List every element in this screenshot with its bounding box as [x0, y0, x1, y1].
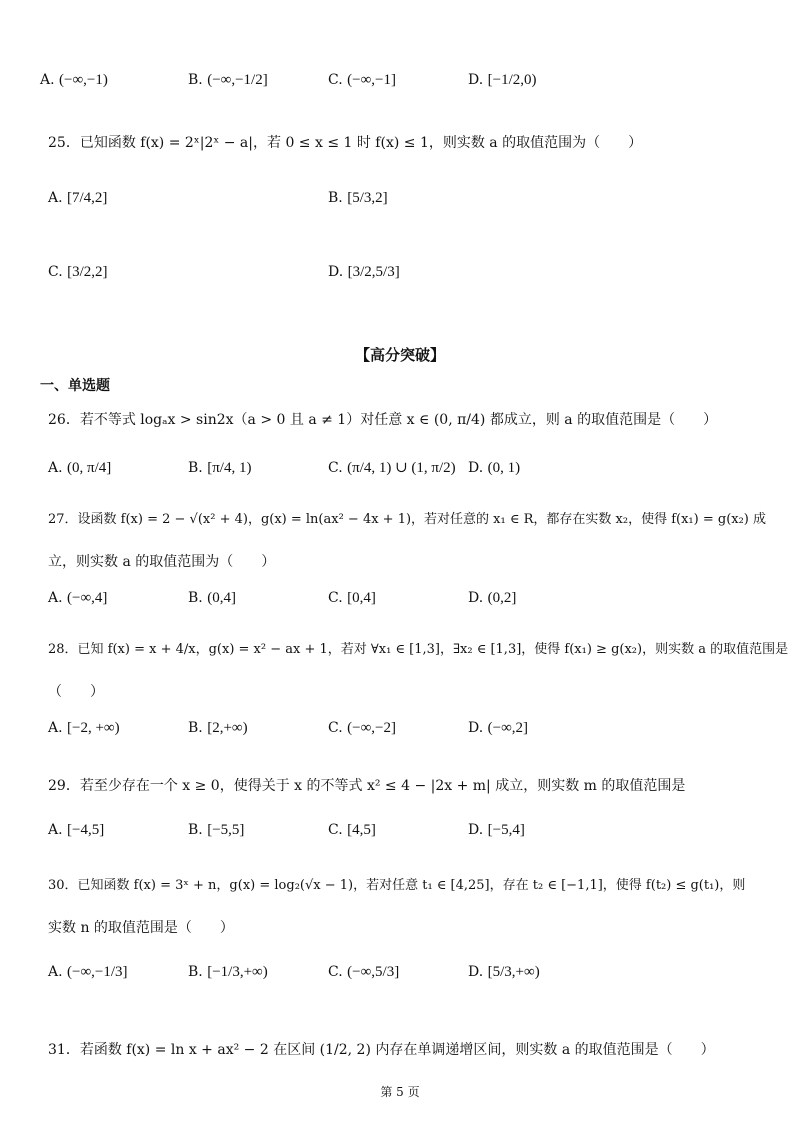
q25-option-a: A. [7/4,2]	[48, 190, 108, 206]
q26-option-c: C. (π/4, 1) ∪ (1, π/2)	[328, 460, 456, 476]
q25-option-d: D. [3/2,5/3]	[328, 264, 400, 280]
q26-stem: 26．若不等式 logₐx > sin2x（a > 0 且 a ≠ 1）对任意 x ∈ (0, π/4) 都成立，则 a 的取值范围是（ ）	[48, 412, 718, 428]
q27-option-d: D. (0,2]	[468, 590, 517, 606]
q26-option-d: D. (0, 1)	[468, 460, 521, 476]
q27-option-b: B. (0,4]	[188, 590, 236, 606]
q29-option-d: D. [−5,4]	[468, 822, 525, 838]
q28-option-a: A. [−2, +∞)	[48, 720, 120, 736]
page-number: 第 5 页	[380, 1085, 420, 1099]
q30-option-b: B. [−1/3,+∞)	[188, 964, 268, 980]
q24-option-c: C. (−∞,−1]	[328, 72, 396, 88]
q30-option-d: D. [5/3,+∞)	[468, 964, 540, 980]
q27-stem-line2: 立，则实数 a 的取值范围为（ ）	[48, 554, 276, 570]
q26-option-b: B. [π/4, 1)	[188, 460, 252, 476]
q30-stem-line1: 30．已知函数 f(x) = 3ˣ + n，g(x) = log₂(√x − 1)，若对任意 t₁ ∈ [4,25]，存在 t₂ ∈ [−1,1]，使得 f(t₂) ≤ g(t₁)，则	[48, 878, 746, 893]
q29-option-b: B. [−5,5]	[188, 822, 245, 838]
q27-option-c: C. [0,4]	[328, 590, 376, 606]
q25-stem: 25．已知函数 f(x) = 2ˣ|2ˣ − a|，若 0 ≤ x ≤ 1 时 f(x) ≤ 1，则实数 a 的取值范围为（ ）	[48, 135, 643, 151]
q29-option-c: C. [4,5]	[328, 822, 376, 838]
q24-option-b: B. (−∞,−1/2]	[188, 72, 268, 88]
q27-stem-line1: 27．设函数 f(x) = 2 − √(x² + 4)，g(x) = ln(ax² − 4x + 1)，若对任意的 x₁ ∈ R，都存在实数 x₂，使得 f(x₁) = g(x₂) 成	[48, 512, 767, 527]
q30-stem-line2: 实数 n 的取值范围是（ ）	[48, 920, 234, 936]
subsection-title: 一、单选题	[40, 378, 110, 394]
q24-option-d: D. [−1/2,0)	[468, 72, 537, 88]
q29-option-a: A. [−4,5]	[48, 822, 105, 838]
q24-option-a: A. (−∞,−1)	[40, 72, 108, 88]
q30-option-a: A. (−∞,−1/3]	[48, 964, 128, 980]
q29-stem: 29．若至少存在一个 x ≥ 0，使得关于 x 的不等式 x² ≤ 4 − |2x + m| 成立，则实数 m 的取值范围是	[48, 778, 686, 794]
q25-option-b: B. [5/3,2]	[328, 190, 388, 206]
q28-option-b: B. [2,+∞)	[188, 720, 248, 736]
q28-stem-line2: （ ）	[48, 684, 104, 700]
q28-option-d: D. (−∞,2]	[468, 720, 529, 736]
q28-option-c: C. (−∞,−2]	[328, 720, 396, 736]
q27-option-a: A. (−∞,4]	[48, 590, 108, 606]
q28-stem-line1: 28．已知 f(x) = x + 4/x，g(x) = x² − ax + 1，若对 ∀x₁ ∈ [1,3]，∃x₂ ∈ [1,3]，使得 f(x₁) ≥ g(x₂)，则实数 a 的取值范围是	[48, 642, 789, 657]
q25-option-c: C. [3/2,2]	[48, 264, 108, 280]
section-title: 【高分突破】	[354, 346, 445, 364]
q31-stem: 31．若函数 f(x) = ln x + ax² − 2 在区间 (1/2, 2) 内存在单调递增区间，则实数 a 的取值范围是（ ）	[48, 1042, 715, 1058]
q26-option-a: A. (0, π/4]	[48, 460, 112, 476]
q30-option-c: C. (−∞,5/3]	[328, 964, 400, 980]
